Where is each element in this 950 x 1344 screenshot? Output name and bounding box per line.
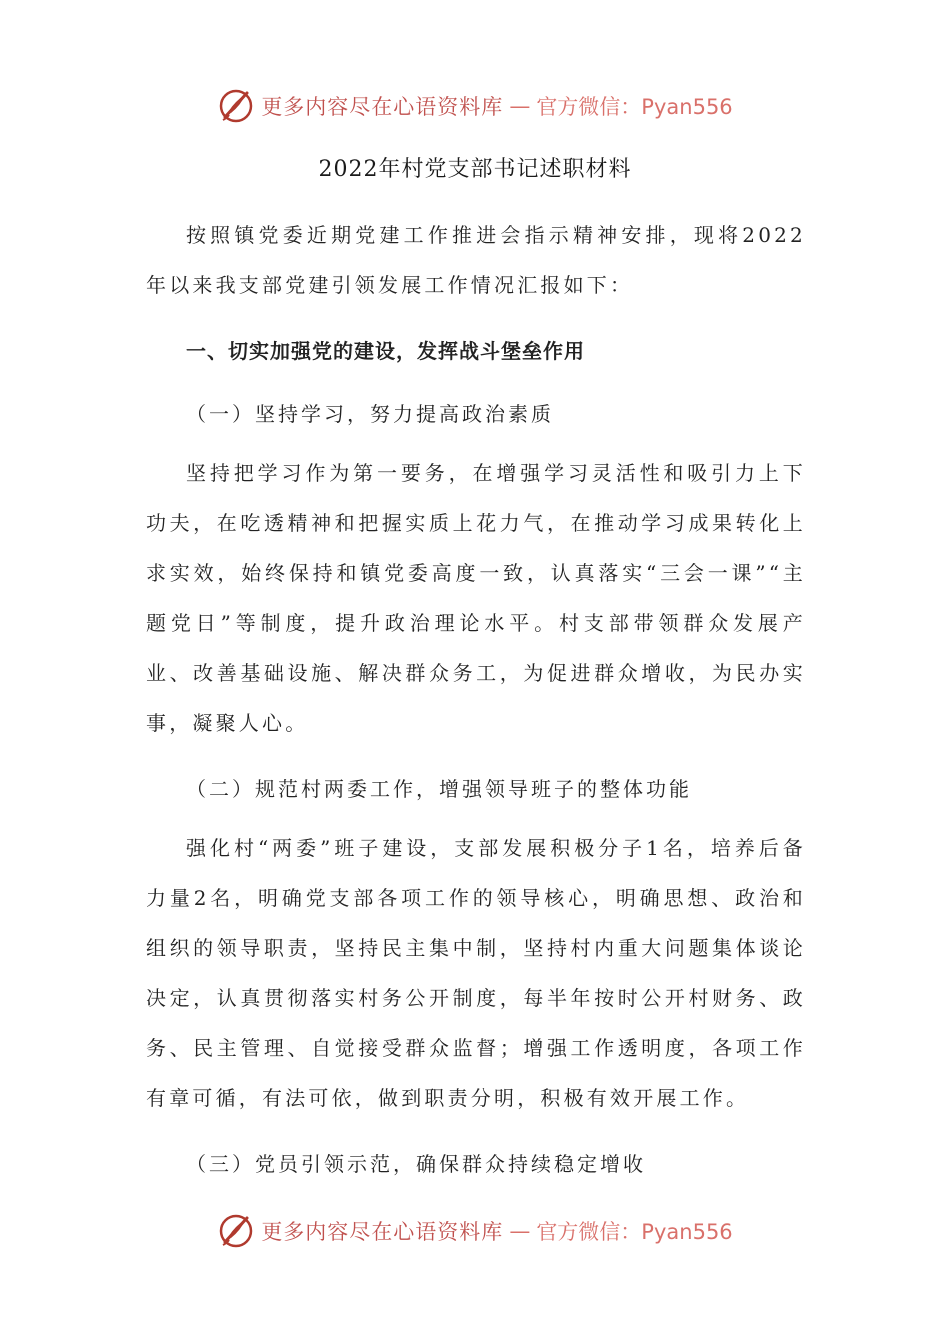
watermark-brand-text: 更多内容尽在心语资料库 [261, 95, 504, 119]
watermark-contact-text: 官方微信：Pyan556 [536, 1220, 733, 1244]
watermark-banner-top [0, 84, 950, 128]
quill-logo-icon [217, 87, 255, 125]
watermark-separator: — [509, 94, 531, 118]
watermark-separator: — [509, 1219, 531, 1243]
watermark-brand-text: 更多内容尽在心语资料库 [261, 1220, 504, 1244]
document-title: 2022年村党支部书记述职材料 [318, 157, 632, 182]
watermark-banner-bottom [0, 1209, 950, 1253]
intro-paragraph: 按照镇党委近期党建工作推进会指示精神安排，现将2022年以来我支部党建引领发展工作情况汇报如下： [146, 223, 806, 297]
section-heading-1: 一、切实加强党的建设，发挥战斗堡垒作用 [186, 339, 585, 363]
subsection-body-1: 坚持把学习作为第一要务，在增强学习灵活性和吸引力上下功夫，在吃透精神和把握实质上花力气，在推动学习成果转化上求实效，始终保持和镇党委高度一致，认真落实“三会一课”“主题党日”等制度，提升政治理论水平。村支部带领群众发展产业、改善基础设施、解决群众务工，为促进群众增收，为民办实事，凝聚人心。 [146, 461, 806, 735]
watermark-content [217, 1212, 732, 1250]
quill-logo-icon [217, 1212, 255, 1250]
subsection-body-2: 强化村“两委”班子建设，支部发展积极分子1名，培养后备力量2名，明确党支部各项工作的领导核心，明确思想、政治和组织的领导职责，坚持民主集中制，坚持村内重大问题集体谈论决定，认真贯彻落实村务公开制度，每半年按时公开村财务、政务、民主管理、自觉接受群众监督；增强工作透明度，各项工作有章可循，有法可依，做到职责分明，积极有效开展工作。 [146, 836, 806, 1110]
subsection-heading-3: （三）党员引领示范，确保群众持续稳定增收 [186, 1152, 646, 1176]
watermark-content [217, 87, 732, 125]
subsection-heading-1: （一）坚持学习，努力提高政治素质 [186, 402, 554, 426]
subsection-heading-2: （二）规范村两委工作，增强领导班子的整体功能 [186, 777, 692, 801]
watermark-contact-text: 官方微信：Pyan556 [536, 95, 733, 119]
